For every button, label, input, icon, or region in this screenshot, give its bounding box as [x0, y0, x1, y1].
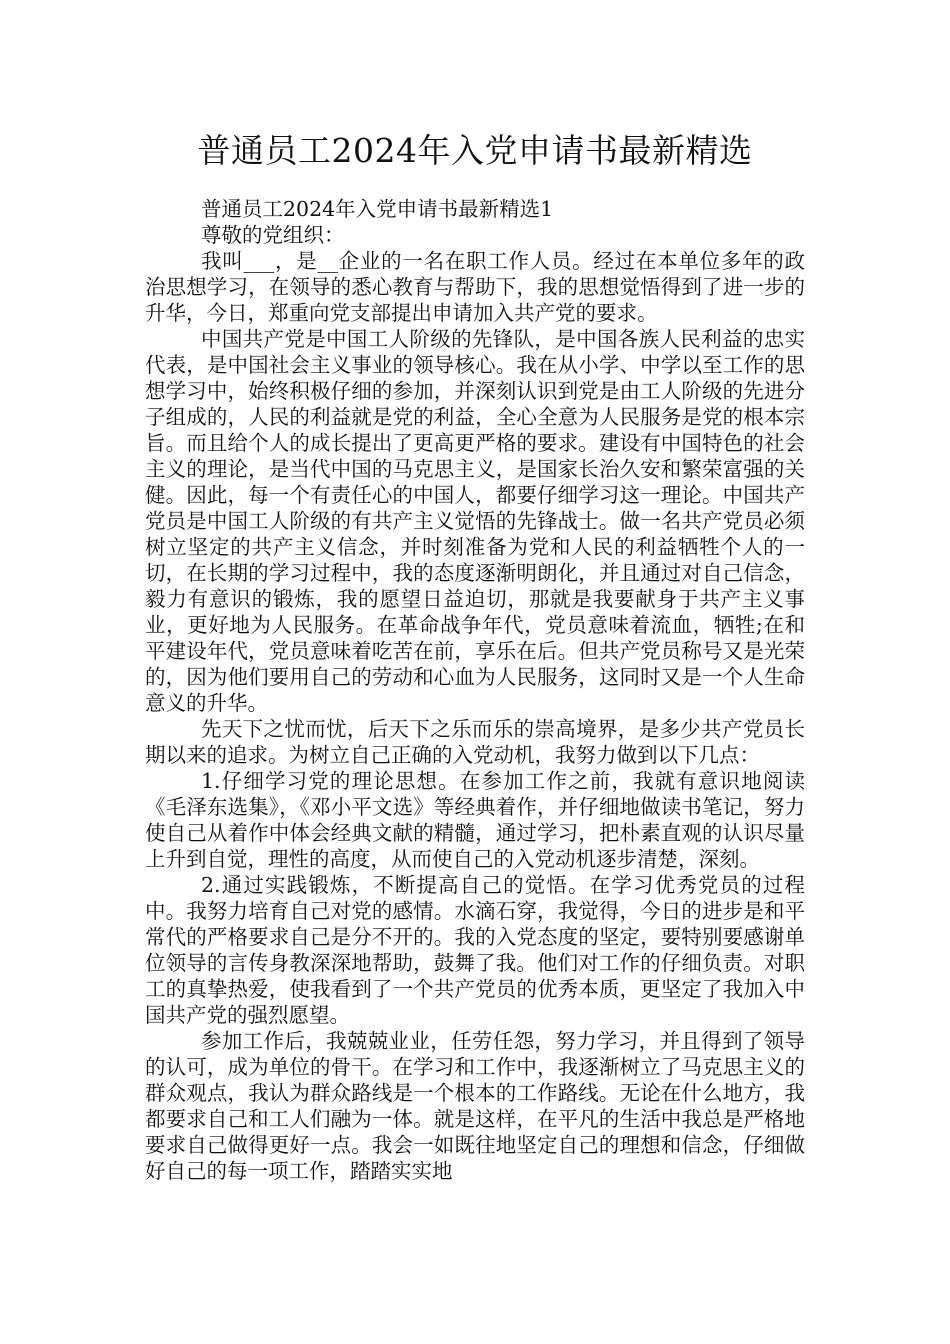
- paragraph-point-1: 1.仔细学习党的理论思想。在参加工作之前，我就有意识地阅读《毛泽东选集》，《邓小平文选》等经典着作，并仔细地做读书笔记，努力使自己从着作中体会经典文献的精髓，通过学习，把朴素直观的认识尽量上升到自觉，理性的高度，从而使自己的入党动机逐步清楚，深刻。: [145, 769, 805, 871]
- paragraph-party-understanding: 中国共产党是中国工人阶级的先锋队，是中国各族人民利益的忠实代表，是中国社会主义事业的领导核心。我在从小学、中学以至工作的思想学习中，始终积极仔细的参加，并深刻认识到党是由工人阶级的先进分子组成的，人民的利益就是党的利益，全心全意为人民服务是党的根本宗旨。而且给个人的成长提出了更高更严格的要求。建设有中国特色的社会主义的理论，是当代中国的马克思主义，是国家长治久安和繁荣富强的关健。因此，每一个有责任心的中国人，都要仔细学习这一理论。中国共产党员是中国工人阶级的有共产主义觉悟的先锋战士。做一名共产党员必须树立坚定的共产主义信念，并时刻准备为党和人民的利益牺牲个人的一切，在长期的学习过程中，我的态度逐渐明朗化，并且通过对自己信念，毅力有意识的锻炼，我的愿望日益迫切，那就是我要献身于共产主义事业，更好地为人民服务。在革命战争年代，党员意味着流血，牺牲;在和平建设年代，党员意味着吃苦在前，享乐在后。但共产党员称号又是光荣的，因为他们要用自己的劳动和心血为人民服务，这同时又是一个人生命意义的升华。: [145, 327, 805, 715]
- document-page: [145, 120, 805, 1184]
- document-title: 普通员工2024年入党申请书最新精选: [197, 131, 753, 170]
- paragraph-motivation: 先天下之忧而忧，后天下之乐而乐的崇高境界，是多少共产党员长期以来的追求。为树立自己正确的入党动机，我努力做到以下几点：: [145, 717, 805, 767]
- paragraph-point-2: 2.通过实践锻炼，不断提高自己的觉悟。在学习优秀党员的过程中。我努力培育自己对党的感情。水滴石穿，我觉得，今日的进步是和平常代的严格要求自己是分不开的。我的入党态度的坚定，要特别要感谢单位领导的言传身教深深地帮助，鼓舞了我。他们对工作的仔细负责。对职工的真挚热爱，使我看到了一个共产党员的优秀本质，更坚定了我加入中国共产党的强烈愿望。: [145, 873, 805, 1027]
- salutation: 尊敬的党组织：: [201, 223, 345, 247]
- document-subtitle: 普通员工2024年入党申请书最新精选1: [201, 197, 554, 221]
- paragraph-intro: 我叫___，是__企业的一名在职工作人员。经过在本单位多年的政治思想学习，在领导的悉心教育与帮助下，我的思想觉悟得到了进一步的升华，今日，郑重向党支部提出申请加入共产党的要求。: [145, 249, 805, 325]
- paragraph-work: 参加工作后，我兢兢业业，任劳任怨，努力学习，并且得到了领导的认可，成为单位的骨干。在学习和工作中，我逐渐树立了马克思主义的群众观点，我认为群众路线是一个根本的工作路线。无论在什么地方，我都要求自己和工人们融为一体。就是这样，在平凡的生活中我总是严格地要求自己做得更好一点。我会一如既往地坚定自己的理想和信念，仔细做好自己的每一项工作，踏踏实实地: [145, 1029, 805, 1183]
